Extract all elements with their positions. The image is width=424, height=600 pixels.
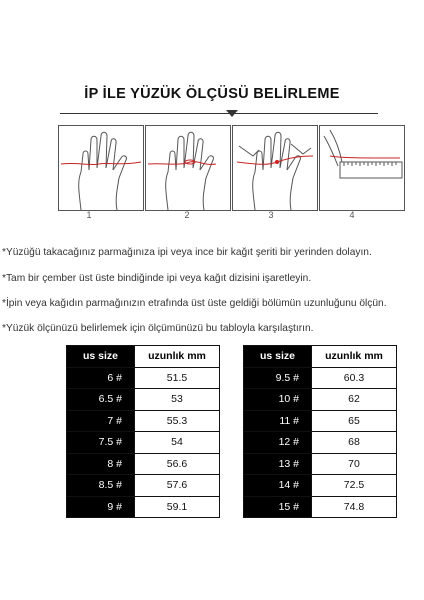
size-cell: 6 # (67, 367, 135, 389)
length-cell: 74.8 (312, 496, 397, 518)
table-row (244, 432, 397, 454)
length-cell: 60.3 (312, 367, 397, 389)
instruction-2: *Tam bir çember üst üste bindiğinde ipi veya kağıt dizisini işaretleyin. (2, 273, 312, 284)
size-table-right (243, 345, 397, 518)
table-row (244, 410, 397, 432)
size-cell: 12 # (244, 432, 312, 454)
table-row (67, 453, 220, 475)
table-row (67, 496, 220, 518)
table-row (244, 496, 397, 518)
size-cell: 7.5 # (67, 432, 135, 454)
table-row (244, 453, 397, 475)
column-header: uzunlık mm (312, 346, 397, 368)
length-cell: 59.1 (135, 496, 220, 518)
step-number: 4 (349, 210, 355, 220)
length-cell: 68 (312, 432, 397, 454)
length-cell: 54 (135, 432, 220, 454)
title-divider (60, 113, 378, 114)
page-title: İP İLE YÜZÜK ÖLÇÜSÜ BELİRLEME (84, 86, 340, 102)
step-4-illustration (319, 125, 405, 211)
table-header-row (244, 346, 397, 368)
hand-icon (233, 126, 317, 210)
length-cell: 65 (312, 410, 397, 432)
column-header: us size (244, 346, 312, 368)
size-cell: 13 # (244, 453, 312, 475)
size-cell: 6.5 # (67, 389, 135, 411)
length-cell: 70 (312, 453, 397, 475)
size-cell: 11 # (244, 410, 312, 432)
down-arrow-icon (226, 110, 238, 117)
length-cell: 57.6 (135, 475, 220, 497)
table-row (67, 432, 220, 454)
length-cell: 56.6 (135, 453, 220, 475)
length-cell: 72.5 (312, 475, 397, 497)
step-number: 2 (184, 210, 190, 220)
step-number: 3 (268, 210, 274, 220)
size-cell: 14 # (244, 475, 312, 497)
table-row (67, 475, 220, 497)
instruction-4: *Yüzük ölçünüzü belirlemek için ölçümünüzü bu tabloyla karşılaştırın. (2, 323, 314, 334)
size-cell: 7 # (67, 410, 135, 432)
step-number: 1 (86, 210, 92, 220)
ruler-icon (320, 126, 404, 210)
column-header: uzunlık mm (135, 346, 220, 368)
length-cell: 55.3 (135, 410, 220, 432)
length-cell: 53 (135, 389, 220, 411)
length-cell: 51.5 (135, 367, 220, 389)
size-cell: 8.5 # (67, 475, 135, 497)
size-cell: 8 # (67, 453, 135, 475)
illustration-strip (58, 125, 404, 211)
column-header: us size (67, 346, 135, 368)
table-row (244, 367, 397, 389)
size-cell: 15 # (244, 496, 312, 518)
length-cell: 62 (312, 389, 397, 411)
hand-icon (59, 126, 143, 210)
size-table-left (66, 345, 220, 518)
table-row (244, 389, 397, 411)
table-row (67, 367, 220, 389)
hand-icon (146, 126, 230, 210)
instruction-3: *İpin veya kağıdın parmağınızın etrafında üst üste geldiği bölümün uzunluğunu ölçün. (2, 298, 387, 309)
size-cell: 9.5 # (244, 367, 312, 389)
size-cell: 10 # (244, 389, 312, 411)
table-row (67, 389, 220, 411)
table-row (244, 475, 397, 497)
step-3-illustration (232, 125, 318, 211)
step-2-illustration (145, 125, 231, 211)
table-header-row (67, 346, 220, 368)
step-1-illustration (58, 125, 144, 211)
table-row (67, 410, 220, 432)
size-cell: 9 # (67, 496, 135, 518)
instruction-1: *Yüzüğü takacağınız parmağınıza ipi veya ince bir kağıt şeriti bir yerinden dolayın. (2, 247, 372, 258)
